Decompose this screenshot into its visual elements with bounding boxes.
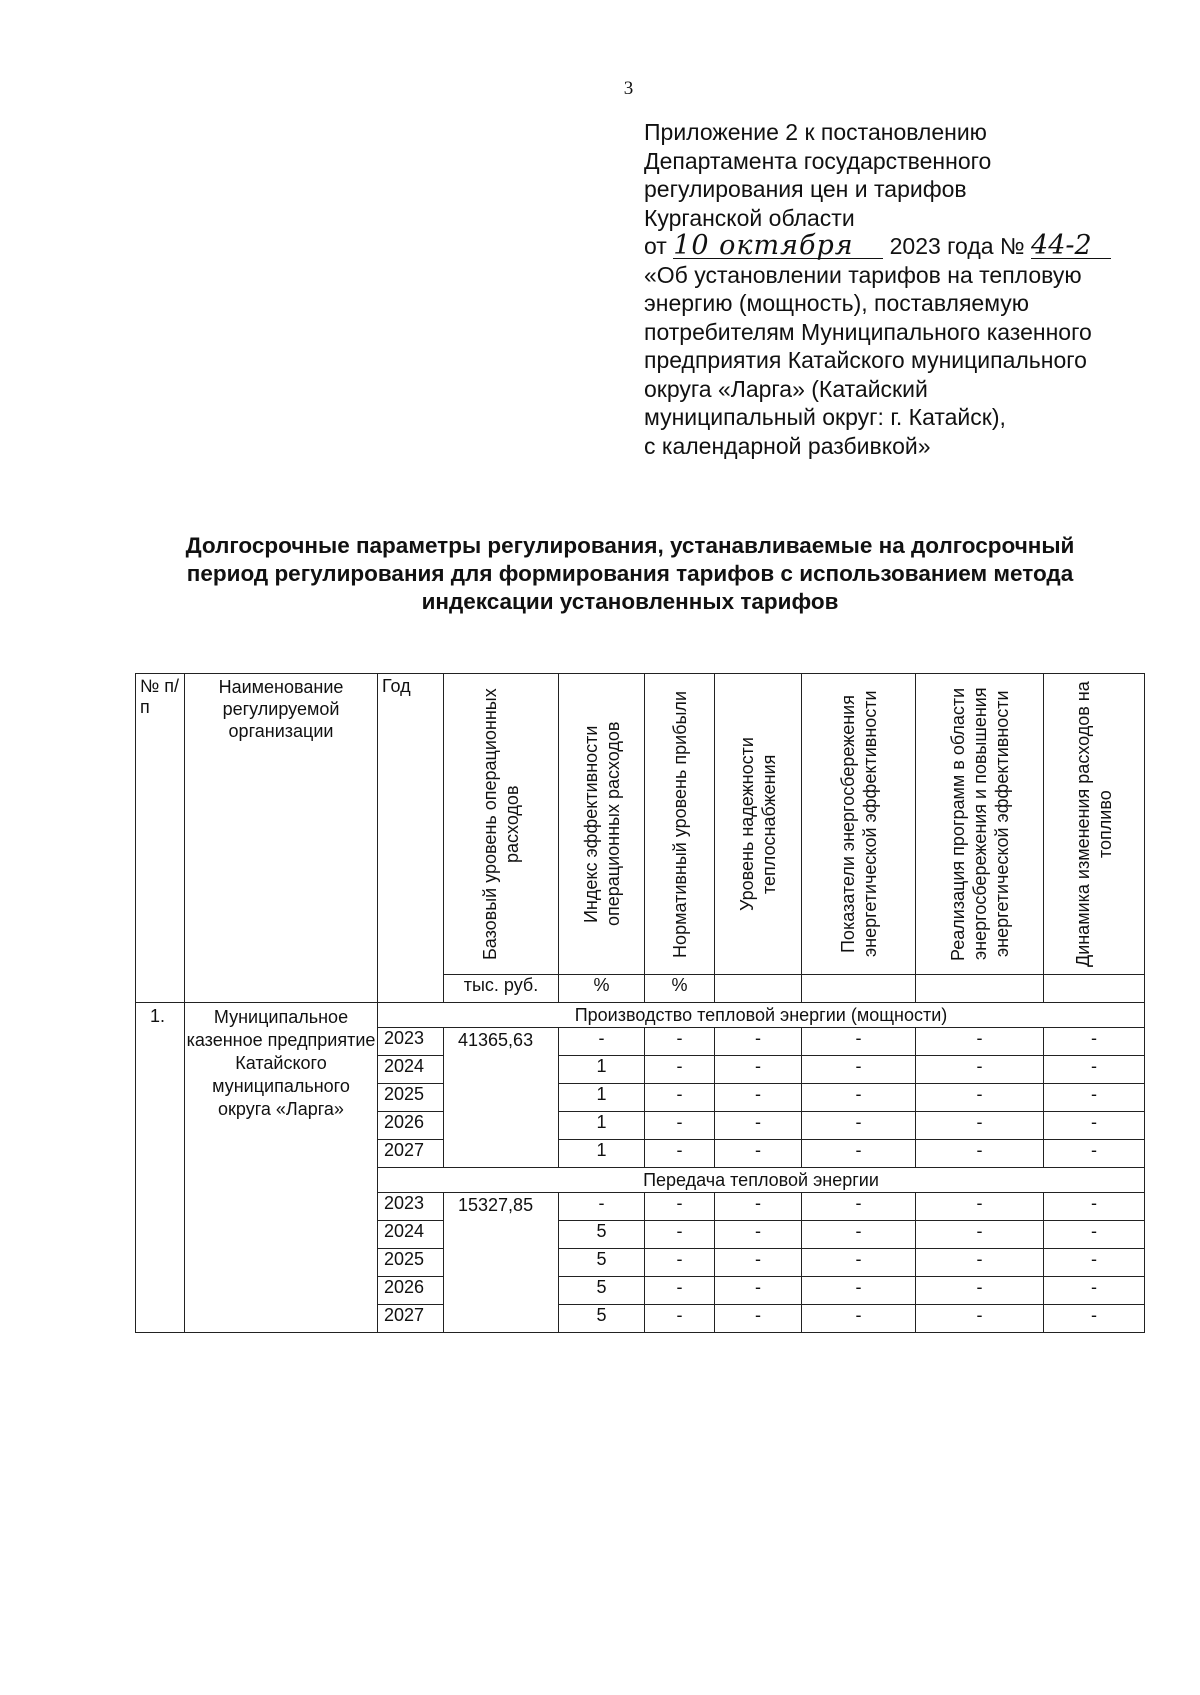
cell-year: 2023 (378, 1028, 444, 1056)
cell-profit: - (645, 1112, 715, 1140)
cell-reliability: - (715, 1277, 802, 1305)
table-header-row (136, 674, 1145, 975)
header-organization: Наименование регулируемой организации (185, 674, 378, 1003)
row-number: 1. (136, 1003, 185, 1333)
cell-reliability: - (715, 1140, 802, 1168)
appendix-line: потребителям Муниципального казенного (644, 318, 1092, 345)
cell-reliability: - (715, 1112, 802, 1140)
header-programs-text: Реализация программ в области энергосбережения и повышения энергетической эффективности (947, 687, 1012, 961)
unit-empty (715, 975, 802, 1003)
cell-programs: - (916, 1221, 1044, 1249)
cell-index: 5 (559, 1221, 645, 1249)
cell-profit: - (645, 1084, 715, 1112)
cell-index: - (559, 1028, 645, 1056)
cell-index: 1 (559, 1140, 645, 1168)
title-line: период регулирования для формирования тарифов с использованием метода (186, 561, 1074, 586)
cell-fuel: - (1044, 1305, 1145, 1333)
cell-reliability: - (715, 1305, 802, 1333)
cell-index: 1 (559, 1112, 645, 1140)
header-no: № п/п (136, 674, 185, 1003)
cell-energy-saving: - (802, 1112, 916, 1140)
parameters-table (135, 673, 1145, 1333)
cell-programs: - (916, 1249, 1044, 1277)
cell-programs: - (916, 1193, 1044, 1221)
cell-programs: - (916, 1112, 1044, 1140)
cell-fuel: - (1044, 1028, 1145, 1056)
cell-fuel: - (1044, 1140, 1145, 1168)
date-prefix: от (644, 233, 667, 259)
header-fuel-dynamics (1044, 674, 1145, 975)
cell-profit: - (645, 1249, 715, 1277)
unit-empty (1044, 975, 1145, 1003)
unit-empty (916, 975, 1044, 1003)
handwritten-number: 44-2 (1031, 234, 1111, 259)
cell-programs: - (916, 1305, 1044, 1333)
cell-programs: - (916, 1084, 1044, 1112)
header-profit-level (645, 674, 715, 975)
cell-fuel: - (1044, 1056, 1145, 1084)
appendix-line: округа «Ларга» (Катайский (644, 375, 928, 402)
cell-year: 2024 (378, 1221, 444, 1249)
cell-base-value: 41365,63 (444, 1028, 559, 1168)
header-year: Год (378, 674, 444, 1003)
unit-index: % (559, 975, 645, 1003)
appendix-line: «Об установлении тарифов на тепловую (644, 261, 1082, 288)
cell-index: 5 (559, 1305, 645, 1333)
cell-year: 2027 (378, 1140, 444, 1168)
cell-programs: - (916, 1140, 1044, 1168)
cell-fuel: - (1044, 1193, 1145, 1221)
cell-index: 5 (559, 1277, 645, 1305)
cell-reliability: - (715, 1193, 802, 1221)
cell-energy-saving: - (802, 1305, 916, 1333)
section-title-row (136, 1003, 1145, 1028)
cell-year: 2024 (378, 1056, 444, 1084)
appendix-line: Приложение 2 к постановлению (644, 119, 987, 145)
header-reliability (715, 674, 802, 975)
cell-year: 2025 (378, 1084, 444, 1112)
cell-year: 2026 (378, 1112, 444, 1140)
unit-profit: % (645, 975, 715, 1003)
header-fuel-dynamics-text: Динамика изменения расходов на топливо (1073, 681, 1115, 967)
unit-base: тыс. руб. (444, 975, 559, 1003)
cell-programs: - (916, 1277, 1044, 1305)
cell-fuel: - (1044, 1112, 1145, 1140)
appendix-date-line (644, 232, 1174, 261)
cell-reliability: - (715, 1221, 802, 1249)
header-efficiency-index (559, 674, 645, 975)
appendix-line: Департамента государственного (644, 147, 992, 174)
cell-fuel: - (1044, 1084, 1145, 1112)
cell-energy-saving: - (802, 1249, 916, 1277)
cell-year: 2027 (378, 1305, 444, 1333)
cell-profit: - (645, 1277, 715, 1305)
cell-year: 2025 (378, 1249, 444, 1277)
header-energy-saving-text: Показатели энергосбережения энергетической эффективности (837, 690, 880, 958)
cell-index: 1 (559, 1056, 645, 1084)
date-suffix: 2023 года № (889, 233, 1025, 259)
unit-empty (802, 975, 916, 1003)
organization-name: Муниципальное казенное предприятие Катайского муниципального округа «Ларга» (185, 1003, 378, 1333)
appendix-line: энергию (мощность), поставляемую (644, 290, 1030, 316)
document-title (120, 532, 1140, 616)
cell-energy-saving: - (802, 1277, 916, 1305)
cell-programs: - (916, 1056, 1044, 1084)
cell-profit: - (645, 1028, 715, 1056)
cell-reliability: - (715, 1084, 802, 1112)
header-energy-saving (802, 674, 916, 975)
cell-year: 2023 (378, 1193, 444, 1221)
cell-reliability: - (715, 1056, 802, 1084)
handwritten-date: 10 октября (673, 234, 883, 259)
title-line: индексации установленных тарифов (421, 589, 839, 614)
cell-fuel: - (1044, 1221, 1145, 1249)
appendix-line: предприятия Катайского муниципального (644, 347, 1087, 373)
header-programs (916, 674, 1044, 975)
cell-energy-saving: - (802, 1028, 916, 1056)
section-title: Передача тепловой энергии (378, 1168, 1145, 1193)
cell-energy-saving: - (802, 1056, 916, 1084)
cell-profit: - (645, 1056, 715, 1084)
cell-profit: - (645, 1221, 715, 1249)
page-number: 3 (623, 78, 634, 99)
appendix-line: Курганской области (644, 204, 855, 231)
header-efficiency-index-text: Индекс эффективности операционных расходов (580, 721, 623, 927)
header-base-level (444, 674, 559, 975)
header-profit-level-text: Нормативный уровень прибыли (669, 690, 690, 958)
appendix-line: регулирования цен и тарифов (644, 176, 967, 202)
appendix-block (644, 118, 1174, 460)
cell-fuel: - (1044, 1277, 1145, 1305)
cell-energy-saving: - (802, 1084, 916, 1112)
appendix-line: с календарной разбивкой» (644, 432, 931, 459)
cell-reliability: - (715, 1028, 802, 1056)
cell-reliability: - (715, 1249, 802, 1277)
cell-energy-saving: - (802, 1221, 916, 1249)
cell-energy-saving: - (802, 1193, 916, 1221)
cell-index: - (559, 1193, 645, 1221)
cell-base-value: 15327,85 (444, 1193, 559, 1333)
title-line: Долгосрочные параметры регулирования, устанавливаемые на долгосрочный (185, 533, 1075, 558)
cell-fuel: - (1044, 1249, 1145, 1277)
appendix-line: муниципальный округ: г. Катайск), (644, 404, 1006, 430)
cell-index: 5 (559, 1249, 645, 1277)
section-title: Производство тепловой энергии (мощности) (378, 1003, 1145, 1028)
cell-index: 1 (559, 1084, 645, 1112)
cell-programs: - (916, 1028, 1044, 1056)
header-base-level-text: Базовый уровень операционных расходов (480, 688, 522, 960)
cell-year: 2026 (378, 1277, 444, 1305)
cell-profit: - (645, 1140, 715, 1168)
header-reliability-text: Уровень надежности теплоснабжения (737, 737, 779, 911)
cell-profit: - (645, 1193, 715, 1221)
cell-energy-saving: - (802, 1140, 916, 1168)
cell-profit: - (645, 1305, 715, 1333)
